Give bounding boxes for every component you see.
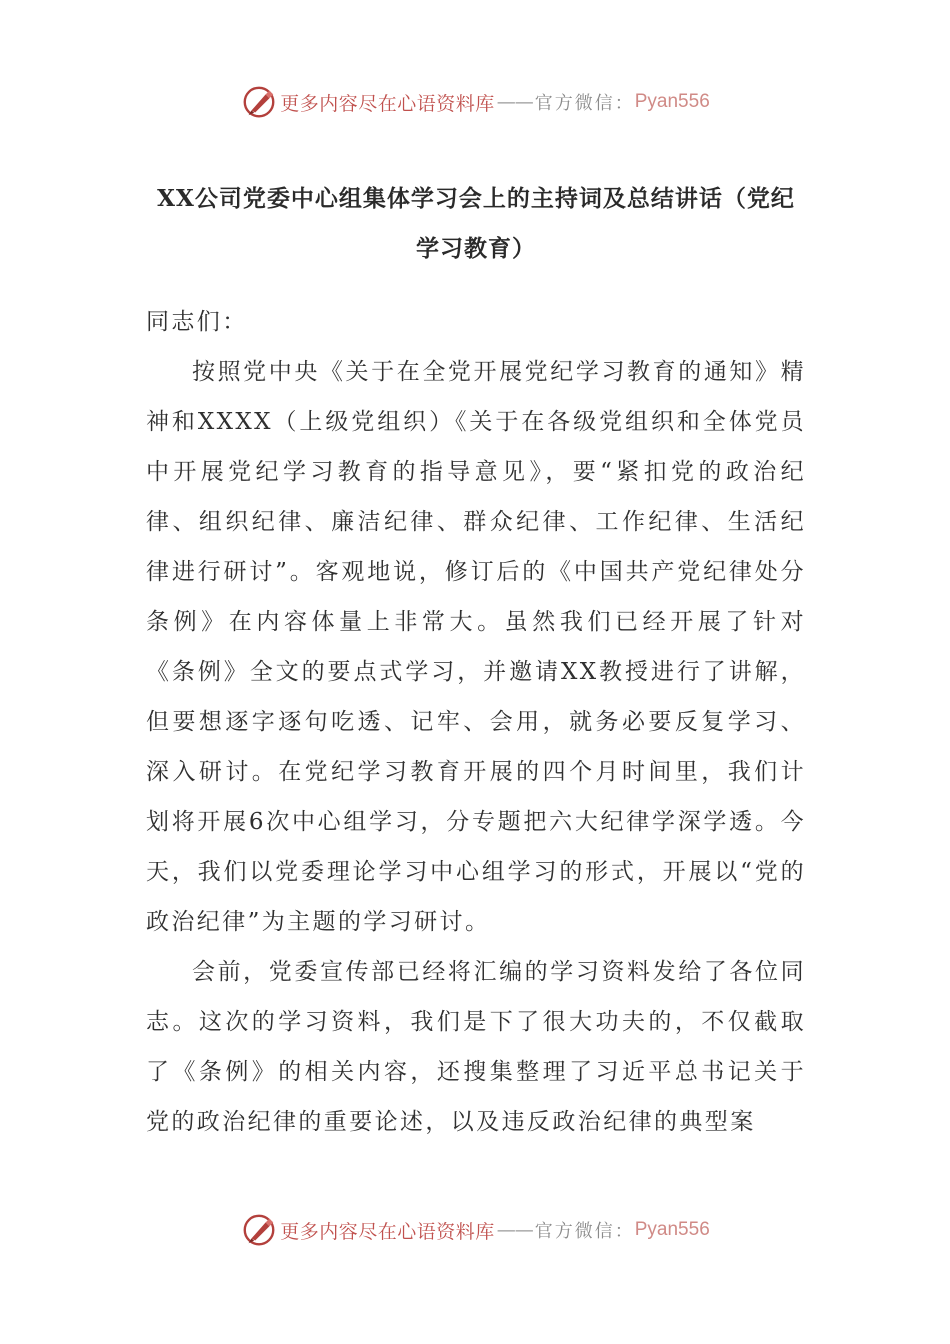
watermark-wechat-id: Pyan556 [634, 1219, 710, 1240]
watermark-official-label: 官方微信： [534, 93, 635, 114]
document-body [146, 297, 806, 1147]
watermark-footer [0, 1210, 950, 1250]
watermark-header [0, 82, 950, 122]
pen-nib-logo-icon [240, 1211, 278, 1249]
body-paragraph: 会前，党委宣传部已经将汇编的学习资料发给了各位同志。这次的学习资料，我们是下了很大功夫的，不仅截取了《条例》的相关内容，还搜集整理了习近平总书记关于党的政治纪律的重要论述，以及违反政治纪律的典型案 [146, 959, 806, 1135]
body-paragraph: 按照党中央《关于在全党开展党纪学习教育的通知》精神和XXXX（上级党组织）《关于在各级党组织和全体党员中开展党纪学习教育的指导意见》，要“紧扣党的政治纪律、组织纪律、廉洁纪律、群众纪律、工作纪律、生活纪律进行研讨”。客观地说，修订后的《中国共产党纪律处分条例》在内容体量上非常大。虽然我们已经开展了针对《条例》全文的要点式学习，并邀请XX教授进行了讲解，但要想逐字逐句吃透、记牢、会用，就务必要反复学习、深入研讨。在党纪学习教育开展的四个月时间里，我们计划将开展6次中心组学习，分专题把六大纪律学深学透。今天，我们以党委理论学习中心组学习的形式，开展以“党的政治纪律”为主题的学习研讨。 [146, 359, 806, 935]
watermark-dash: —— [496, 1219, 533, 1241]
pen-nib-logo-icon [240, 83, 278, 121]
salutation: 同志们： [146, 309, 248, 335]
watermark-dash: —— [496, 91, 533, 113]
watermark-slogan: 更多内容尽在心语资料库 [280, 1220, 495, 1243]
document-title: XX公司党委中心组集体学习会上的主持词及总结讲话（党纪学习教育） [157, 185, 795, 262]
watermark-wechat-id: Pyan556 [634, 91, 710, 112]
watermark-official-label: 官方微信： [534, 1221, 635, 1242]
watermark-slogan: 更多内容尽在心语资料库 [280, 92, 495, 115]
